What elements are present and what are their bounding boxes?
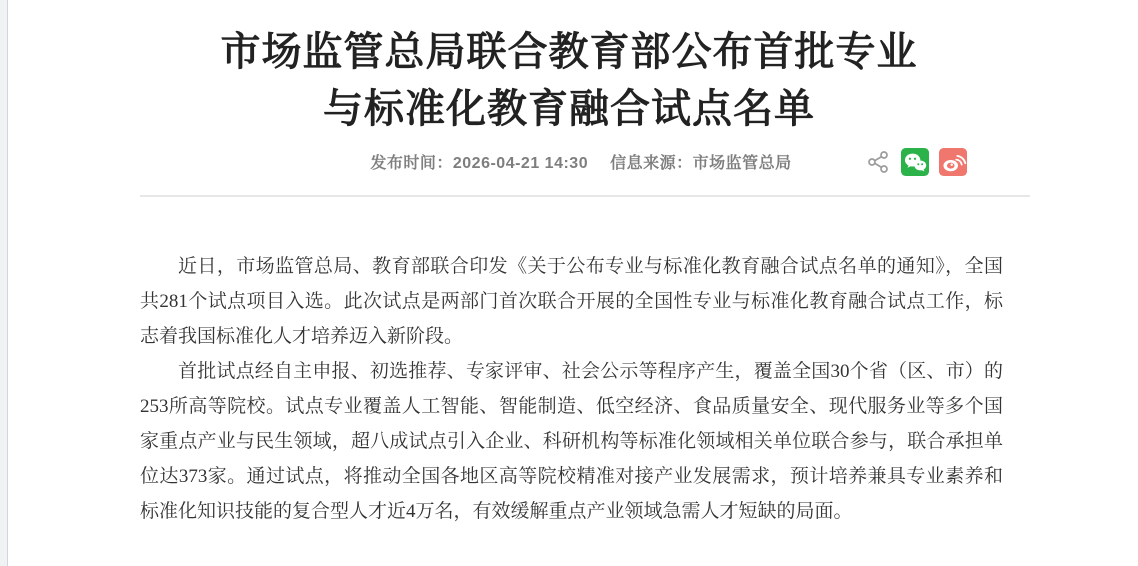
publish-time-value: 2026-04-21 14:30 bbox=[452, 155, 589, 172]
article-meta bbox=[0, 150, 1138, 173]
share-nodes-icon bbox=[866, 150, 890, 174]
source-label: 信息来源： bbox=[610, 155, 693, 172]
meta-row bbox=[0, 147, 1138, 177]
page-title-line2: 与标准化教育融合试点名单 bbox=[323, 87, 815, 131]
article-paragraph-1: 近日，市场监管总局、教育部联合印发《关于公布专业与标准化教育融合试点名单的通知》，全国共281个试点项目入选。此次试点是两部门首次联合开展的全国性专业与标准化教育融合试点工作，标志着我国标准化人才培养迈入新阶段。 bbox=[140, 256, 1003, 347]
page-title bbox=[0, 0, 1138, 138]
share-bar bbox=[865, 148, 967, 176]
source-value: 市场监管总局 bbox=[692, 155, 792, 172]
wechat-share-button[interactable] bbox=[901, 148, 929, 176]
article-paragraph-2: 首批试点经自主申报、初选推荐、专家评审、社会公示等程序产生，覆盖全国30个省（区、市）的253所高等院校。试点专业覆盖人工智能、智能制造、低空经济、食品质量安全、现代服务业等多个国家重点产业与民生领域，超八成试点引入企业、科研机构等标准化领域相关单位联合参与，联合承担单位达373家。通过试点，将推动全国各地区高等院校精准对接产业发展需求，预计培养兼具专业素养和标准化知识技能的复合型人才近4万名，有效缓解重点产业领域急需人才短缺的局面。 bbox=[140, 361, 1003, 522]
share-button[interactable] bbox=[865, 148, 891, 176]
weibo-share-button[interactable] bbox=[939, 148, 967, 176]
article-body bbox=[140, 249, 1003, 529]
publish-time-label: 发布时间： bbox=[370, 155, 453, 172]
header-divider bbox=[140, 195, 1030, 197]
weibo-icon bbox=[939, 148, 967, 176]
wechat-icon bbox=[901, 148, 929, 176]
page-title-line1: 市场监管总局联合教育部公布首批专业 bbox=[220, 30, 918, 74]
